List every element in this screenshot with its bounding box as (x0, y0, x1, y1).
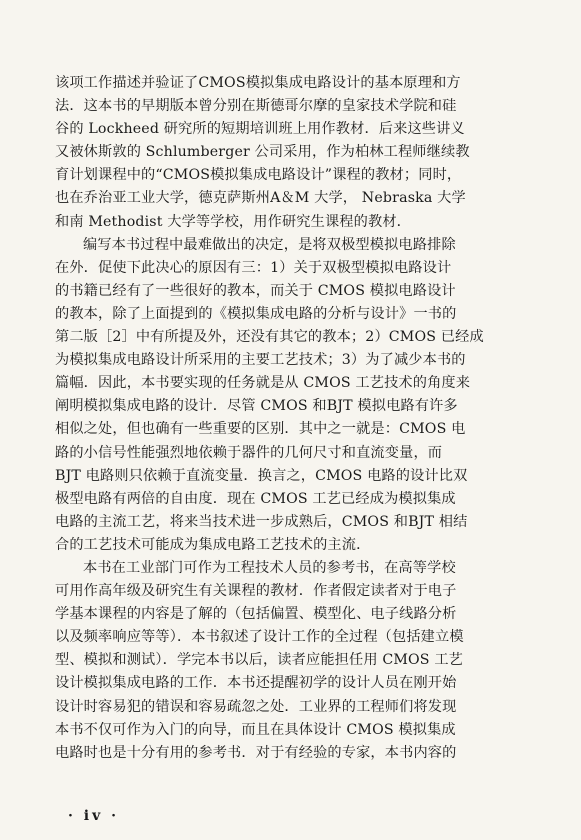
text-line: 法．这本书的早期版本曾分别在斯德哥尔摩的皇家技术学院和硅 (55, 98, 457, 115)
text-line: 编写本书过程中最难做出的决定，是将双极型模拟电路排除 (83, 236, 456, 253)
text-line: 育计划课程中的“CMOS模拟集成电路设计”课程的教材；同时， (55, 167, 462, 184)
paragraph-1 (55, 72, 523, 234)
paragraph-3 (55, 557, 523, 765)
text-line: 在外．促使下此决心的原因有三：1）关于双极型模拟电路设计 (55, 259, 452, 276)
text-line: 的书籍已经有了一些很好的教本，而关于 CMOS 模拟电路设计 (55, 282, 456, 299)
text-line: 电路的主流工艺，将来当技术进一步成熟后，CMOS 和BJT 相结 (55, 513, 468, 530)
text-line: 本书不仅可作为入门的向导，而且在具体设计 CMOS 模拟集成 (55, 721, 456, 738)
text-line: 设计模拟集成电路的工作．本书还提醒初学的设计人员在刚开始 (55, 675, 457, 692)
page-number: · iv · (68, 808, 119, 824)
text-line: 设计时容易犯的错误和容易疏忽之处．工业界的工程师们将发现 (55, 698, 457, 715)
text-line: 可用作高年级及研究生有关课程的教材．作者假定读者对于电子 (55, 583, 457, 600)
text-line: 本书在工业部门可作为工程技术人员的参考书，在高等学校 (83, 559, 456, 576)
text-line: 型、模拟和测试）．学完本书以后，读者应能担任用 CMOS 工艺 (55, 652, 463, 669)
paragraph-2 (55, 234, 523, 557)
text-line: 相似之处，但也确有一些重要的区别．其中之一就是：CMOS 电 (55, 421, 466, 438)
text-line: 合的工艺技术可能成为集成电路工艺技术的主流． (55, 536, 371, 553)
text-line: 的教本，除了上面提到的《模拟集成电路的分析与设计》一书的 (55, 305, 457, 322)
text-line: 谷的 Lockheed 研究所的短期培训班上用作教材．后来这些讲义 (55, 121, 465, 138)
text-line: 路的小信号性能强烈地依赖于器件的几何尺寸和直流变量，而 (55, 444, 443, 461)
text-line: 和南 Methodist 大学等学校，用作研究生课程的教材． (55, 213, 411, 230)
text-line: 第二版［2］中有所提及外，还没有其它的教本；2）CMOS 已经成 (55, 329, 484, 346)
text-line: 极型电路有两倍的自由度．现在 CMOS 工艺已经成为模拟集成 (55, 490, 456, 507)
text-line: 该项工作描述并验证了CMOS模拟集成电路设计的基本原理和方 (55, 75, 461, 91)
text-line: 电路时也是十分有用的参考书．对于有经验的专家，本书内容的 (55, 744, 457, 761)
text-line: 阐明模拟集成电路的设计．尽管 CMOS 和BJT 模拟电路有许多 (55, 398, 458, 415)
text-line: 以及频率响应等等）．本书叙述了设计工作的全过程（包括建立模 (55, 629, 464, 646)
text-line: 学基本课程的内容是了解的（包括偏置、模型化、电子线路分析 (55, 606, 457, 623)
text-line: 也在乔治亚工业大学，德克萨斯州A＆M 大学， Nebraska 大学 (55, 190, 466, 207)
text-line: 为模拟集成电路设计所采用的主要工艺技术；3）为了减少本书的 (55, 352, 466, 369)
text-line: 又被休斯敦的 Schlumberger 公司采用，作为柏林工程师继续教 (55, 144, 470, 161)
body-text (55, 72, 523, 765)
text-line: BJT 电路则只依赖于直流变量．换言之，CMOS 电路的设计比双 (55, 467, 468, 484)
text-line: 篇幅．因此，本书要实现的任务就是从 CMOS 工艺技术的角度来 (55, 375, 471, 392)
